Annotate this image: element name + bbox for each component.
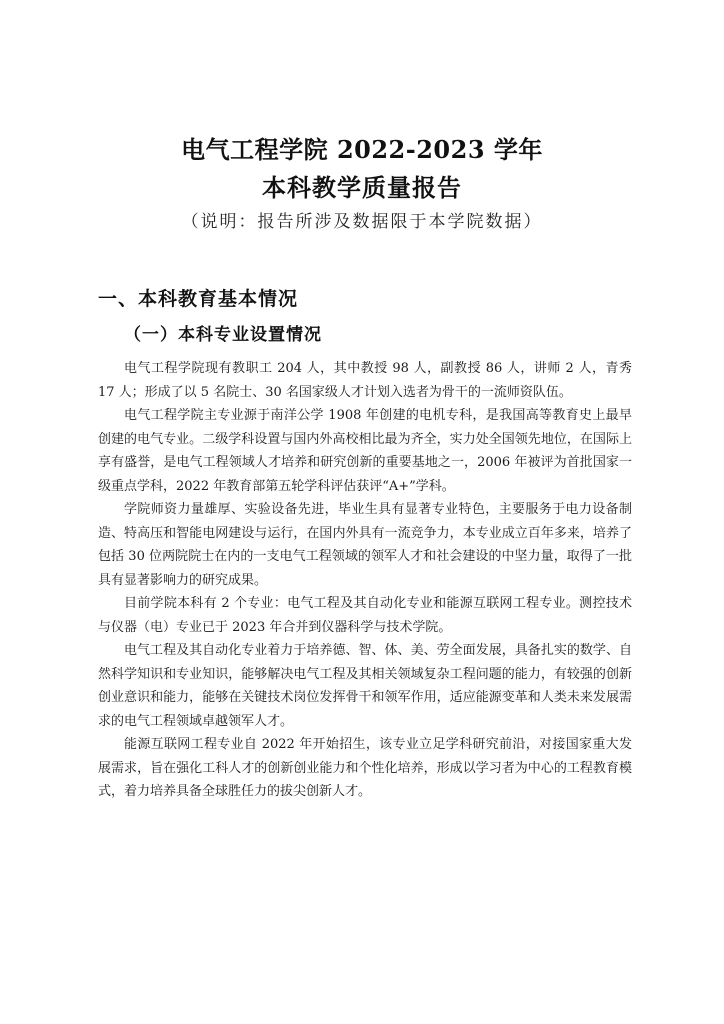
paragraph-ee-major: 电气工程及其自动化专业着力于培养德、智、体、美、劳全面发展，具备扎实的数学、自然科学知识和专业知识，能够解决电气工程及其相关领域复杂工程问题的能力，有较强的创新创业意识和能力，能够在关键技术岗位发挥骨干和领军作用，适应能源变革和人类未来发展需求的电气工程领域卓越领军人才。 bbox=[98, 643, 632, 729]
report-body bbox=[98, 357, 632, 804]
report-title-line1: 电气工程学院 2022-2023 学年 bbox=[181, 135, 543, 164]
section-heading: 一、本科教育基本情况 bbox=[98, 288, 299, 310]
report-note: （说明：报告所涉及数据限于本学院数据） bbox=[181, 212, 543, 232]
report-title-line2: 本科教学质量报告 bbox=[262, 173, 462, 202]
paragraph-energy-internet-major: 能源互联网工程专业自 2022 年开始招生，该专业立足学科研究前沿，对接国家重大发展需求，旨在强化工科人才的创新创业能力和个性化培养，形成以学习者为中心的工程教育模式，着力培养具备全球胜任力的拔尖创新人才。 bbox=[98, 737, 632, 799]
paragraph-strength: 学院师资力量雄厚、实验设备先进，毕业生具有显著专业特色，主要服务于电力设备制造、特高压和智能电网建设与运行，在国内外具有一流竞争力，本专业成立百年多来，培养了包括 30 位两院院士在内的一支电气工程领域的领军人才和社会建设的中坚力量，取得了一批具有显著影响力的研究成果。 bbox=[98, 502, 632, 588]
paragraph-majors: 目前学院本科有 2 个专业：电气工程及其自动化专业和能源互联网工程专业。测控技术与仪器（电）专业已于 2023 年合并到仪器科学与技术学院。 bbox=[98, 596, 632, 635]
paragraph-faculty: 电气工程学院现有教职工 204 人，其中教授 98 人，副教授 86 人，讲师 2 人，青秀 17 人；形成了以 5 名院士、30 名国家级人才计划入选者为骨干的一流师资队伍。 bbox=[98, 361, 632, 400]
subsection-heading: （一）本科专业设置情况 bbox=[124, 325, 322, 345]
paragraph-history: 电气工程学院主专业源于南洋公学 1908 年创建的电机专科，是我国高等教育史上最早创建的电气专业。二级学科设置与国内外高校相比最为齐全，实力处全国领先地位，在国际上享有盛誉，是电气工程领域人才培养和研究创新的重要基地之一，2006 年被评为首批国家一级重点学科，2022 年教育部第五轮学科评估获评“A+”学科。 bbox=[98, 408, 632, 494]
